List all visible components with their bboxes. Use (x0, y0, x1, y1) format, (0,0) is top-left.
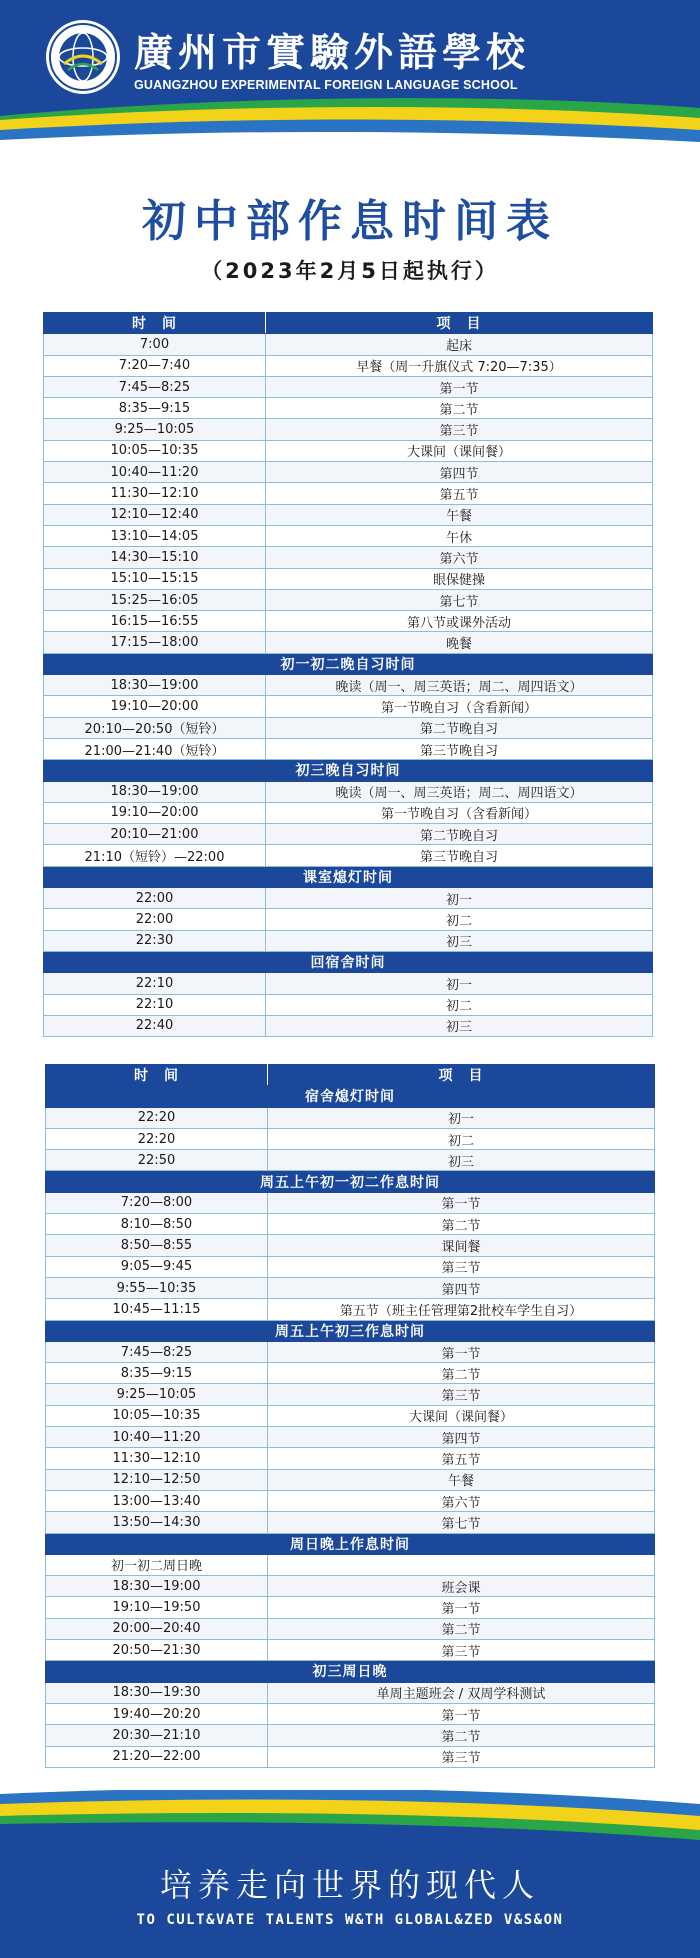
table-row (44, 717, 653, 738)
effective-date: （2023年2月5日起执行） (201, 259, 499, 283)
table-row (44, 1015, 653, 1036)
time-cell: 7:45—8:25 (44, 376, 266, 397)
table-row (44, 611, 653, 632)
time-cell: 18:30—19:00 (44, 781, 266, 802)
time-cell: 17:15—18:00 (44, 632, 266, 653)
table-row (46, 1490, 655, 1511)
table-row (44, 781, 653, 802)
item-cell: 初三 (268, 1150, 655, 1171)
table-row (46, 1597, 655, 1618)
item-column-header: 项 目 (268, 1065, 655, 1086)
item-cell: 第五节 (268, 1448, 655, 1469)
item-cell: 大课间（课间餐） (268, 1405, 655, 1426)
time-cell: 10:40—11:20 (46, 1427, 268, 1448)
time-cell: 7:20—7:40 (44, 355, 266, 376)
friday-g3-rows (46, 1341, 655, 1533)
evening-study-g3-rows (44, 781, 653, 866)
evening-study-g1-g2-rows (44, 675, 653, 760)
item-cell: 第二节 (268, 1363, 655, 1384)
time-cell: 22:00 (44, 909, 266, 930)
table-row (46, 1214, 655, 1235)
time-cell: 19:40—20:20 (46, 1703, 268, 1724)
table-row (46, 1725, 655, 1746)
school-name: 廣州市實驗外語學校 (134, 30, 531, 76)
time-cell: 12:10—12:50 (46, 1469, 268, 1490)
item-cell: 初二 (266, 994, 653, 1015)
table-row (46, 1469, 655, 1490)
item-cell: 初一 (268, 1107, 655, 1128)
table-row (46, 1363, 655, 1384)
table-row (46, 1703, 655, 1724)
item-cell: 初二 (268, 1128, 655, 1149)
section-title: 宿舍熄灯时间 (46, 1086, 655, 1107)
time-cell: 7:00 (44, 334, 266, 355)
sunday-g3-rows (46, 1682, 655, 1767)
table-row (46, 1384, 655, 1405)
time-cell: 19:10—19:50 (46, 1597, 268, 1618)
time-cell: 21:10（短铃）—22:00 (44, 845, 266, 866)
time-cell: 10:05—10:35 (44, 440, 266, 461)
item-cell: 初二 (266, 909, 653, 930)
time-cell: 9:55—10:35 (46, 1277, 268, 1298)
item-cell: 初三 (266, 930, 653, 951)
section-header (44, 951, 653, 972)
table-row (44, 738, 653, 759)
sunday-g1-g2-rows (46, 1576, 655, 1661)
item-cell: 第五节（班主任管理第2批校车学生自习） (268, 1299, 655, 1320)
time-cell: 8:50—8:55 (46, 1235, 268, 1256)
table-row (44, 589, 653, 610)
table-row (44, 973, 653, 994)
table-row (46, 1341, 655, 1362)
time-column-header: 时 间 (46, 1065, 268, 1086)
item-cell: 午休 (266, 525, 653, 546)
section-header (46, 1171, 655, 1192)
table-row (46, 1128, 655, 1149)
item-cell: 午餐 (266, 504, 653, 525)
item-cell: 第二节 (266, 398, 653, 419)
time-cell: 18:30—19:00 (44, 675, 266, 696)
page-title: 初中部作息时间表 (142, 196, 558, 247)
time-cell: 14:30—15:10 (44, 547, 266, 568)
school-name-english: GUANGZHOU EXPERIMENTAL FOREIGN LANGUAGE SCHOOL (134, 78, 518, 92)
item-cell: 第二节 (268, 1618, 655, 1639)
time-cell: 12:10—12:40 (44, 504, 266, 525)
table-row (46, 1640, 655, 1661)
time-cell: 19:10—20:00 (44, 696, 266, 717)
section-header (46, 1661, 655, 1682)
time-cell: 9:25—10:05 (44, 419, 266, 440)
section-header (46, 1320, 655, 1341)
item-cell: 第三节 (268, 1256, 655, 1277)
item-cell: 第三节 (266, 419, 653, 440)
return-dorm-rows (44, 973, 653, 1037)
item-cell: 第四节 (268, 1427, 655, 1448)
item-cell: 大课间（课间餐） (266, 440, 653, 461)
time-cell: 20:30—21:10 (46, 1725, 268, 1746)
time-cell: 10:05—10:35 (46, 1405, 268, 1426)
table-row (44, 547, 653, 568)
time-cell: 11:30—12:10 (46, 1448, 268, 1469)
table-row (44, 483, 653, 504)
time-cell: 21:20—22:00 (46, 1746, 268, 1767)
time-cell: 15:25—16:05 (44, 589, 266, 610)
table-row (46, 1746, 655, 1767)
item-cell: 课间餐 (268, 1235, 655, 1256)
item-cell: 晚餐 (266, 632, 653, 653)
header-banner (0, 0, 700, 165)
time-cell: 11:30—12:10 (44, 483, 266, 504)
table-row (44, 802, 653, 823)
item-cell (268, 1554, 655, 1575)
item-cell: 起床 (266, 334, 653, 355)
time-cell: 22:30 (44, 930, 266, 951)
item-cell: 眼保健操 (266, 568, 653, 589)
schedule-table-1 (43, 312, 653, 1037)
table-row (46, 1277, 655, 1298)
school-motto-english: TO CULT&VATE TALENTS W&TH GLOBAL&ZED V&S&ON (136, 1912, 564, 1928)
time-column-header: 时 间 (44, 313, 266, 334)
item-cell: 第三节 (268, 1746, 655, 1767)
school-emblem-icon (44, 18, 122, 96)
table-row (44, 632, 653, 653)
time-cell: 18:30—19:30 (46, 1682, 268, 1703)
table-row (44, 525, 653, 546)
time-cell: 7:45—8:25 (46, 1341, 268, 1362)
section-title: 周日晚上作息时间 (46, 1533, 655, 1554)
item-cell: 第六节 (266, 547, 653, 568)
item-cell: 第二节晚自习 (266, 717, 653, 738)
time-cell: 22:20 (46, 1128, 268, 1149)
table-row (46, 1192, 655, 1213)
table-row (46, 1448, 655, 1469)
item-cell: 第一节晚自习（含看新闻） (266, 802, 653, 823)
table-row (46, 1427, 655, 1448)
time-cell: 20:00—20:40 (46, 1618, 268, 1639)
time-cell: 20:10—20:50（短铃） (44, 717, 266, 738)
table-row (46, 1618, 655, 1639)
school-motto: 培养走向世界的现代人 (159, 1866, 540, 1904)
time-cell: 18:30—19:00 (46, 1576, 268, 1597)
item-cell: 晚读（周一、周三英语；周二、周四语文） (266, 781, 653, 802)
table-row (46, 1682, 655, 1703)
dorm-lights-out-rows (46, 1107, 655, 1171)
item-cell: 第一节 (266, 376, 653, 397)
time-cell: 9:05—9:45 (46, 1256, 268, 1277)
item-cell: 第一节晚自习（含看新闻） (266, 696, 653, 717)
table-row (44, 462, 653, 483)
item-cell: 第二节晚自习 (266, 824, 653, 845)
time-cell: 初一初二周日晚 (46, 1554, 268, 1575)
item-cell: 第三节晚自习 (266, 845, 653, 866)
item-cell: 晚读（周一、周三英语；周二、周四语文） (266, 675, 653, 696)
table-row (46, 1554, 655, 1575)
table-row (46, 1512, 655, 1533)
table-header-row (46, 1065, 655, 1086)
item-cell: 第六节 (268, 1490, 655, 1511)
time-cell: 20:50—21:30 (46, 1640, 268, 1661)
item-cell: 初三 (266, 1015, 653, 1036)
item-cell: 单周主题班会 / 双周学科测试 (268, 1682, 655, 1703)
section-title: 初三晚自习时间 (44, 760, 653, 781)
item-cell: 第三节 (268, 1384, 655, 1405)
section-title: 周五上午初三作息时间 (46, 1320, 655, 1341)
item-cell: 第四节 (266, 462, 653, 483)
time-cell: 22:10 (44, 973, 266, 994)
item-cell: 第二节 (268, 1214, 655, 1235)
section-header (44, 653, 653, 674)
table-row (46, 1299, 655, 1320)
time-cell: 13:50—14:30 (46, 1512, 268, 1533)
table-row (44, 909, 653, 930)
item-cell: 第二节 (268, 1725, 655, 1746)
time-cell: 8:35—9:15 (44, 398, 266, 419)
time-cell: 22:20 (46, 1107, 268, 1128)
item-cell: 第一节 (268, 1341, 655, 1362)
item-cell: 初一 (266, 973, 653, 994)
table-row (44, 824, 653, 845)
item-cell: 第一节 (268, 1597, 655, 1618)
item-cell: 第三节 (268, 1640, 655, 1661)
table-row (44, 419, 653, 440)
item-cell: 第五节 (266, 483, 653, 504)
classroom-lights-out-rows (44, 888, 653, 952)
table-row (44, 696, 653, 717)
table-row (44, 888, 653, 909)
table-header-row (44, 313, 653, 334)
item-cell: 第四节 (268, 1277, 655, 1298)
item-cell: 第三节晚自习 (266, 738, 653, 759)
table-row (44, 930, 653, 951)
time-cell: 9:25—10:05 (46, 1384, 268, 1405)
schedule-table-2 (45, 1064, 655, 1768)
time-cell: 8:10—8:50 (46, 1214, 268, 1235)
table-row (44, 334, 653, 355)
section-title: 课室熄灯时间 (44, 866, 653, 887)
general-schedule-rows (44, 334, 653, 653)
time-cell: 22:10 (44, 994, 266, 1015)
table-row (44, 398, 653, 419)
table-row (46, 1107, 655, 1128)
item-cell: 第一节 (268, 1192, 655, 1213)
section-header (44, 866, 653, 887)
section-header (46, 1533, 655, 1554)
table-row (44, 504, 653, 525)
table-row (46, 1405, 655, 1426)
item-cell: 第八节或课外活动 (266, 611, 653, 632)
time-cell: 19:10—20:00 (44, 802, 266, 823)
table-row (46, 1150, 655, 1171)
item-cell: 第七节 (268, 1512, 655, 1533)
item-cell: 第七节 (266, 589, 653, 610)
item-cell: 初一 (266, 888, 653, 909)
time-cell: 13:00—13:40 (46, 1490, 268, 1511)
time-cell: 7:20—8:00 (46, 1192, 268, 1213)
time-cell: 10:45—11:15 (46, 1299, 268, 1320)
item-column-header: 项 目 (266, 313, 653, 334)
item-cell: 班会课 (268, 1576, 655, 1597)
table-row (44, 440, 653, 461)
item-cell: 第一节 (268, 1703, 655, 1724)
time-cell: 22:00 (44, 888, 266, 909)
section-title: 初三周日晚 (46, 1661, 655, 1682)
table-row (46, 1576, 655, 1597)
table-row (44, 675, 653, 696)
table-row (46, 1256, 655, 1277)
time-cell: 10:40—11:20 (44, 462, 266, 483)
table-row (44, 568, 653, 589)
table-row (46, 1235, 655, 1256)
section-title: 初一初二晚自习时间 (44, 653, 653, 674)
time-cell: 8:35—9:15 (46, 1363, 268, 1384)
section-title: 回宿舍时间 (44, 951, 653, 972)
time-cell: 22:50 (46, 1150, 268, 1171)
section-title: 周五上午初一初二作息时间 (46, 1171, 655, 1192)
item-cell: 早餐（周一升旗仪式 7:20—7:35） (266, 355, 653, 376)
section-header (44, 760, 653, 781)
time-cell: 16:15—16:55 (44, 611, 266, 632)
time-cell: 20:10—21:00 (44, 824, 266, 845)
item-cell: 午餐 (268, 1469, 655, 1490)
section-header (46, 1086, 655, 1107)
table-row (44, 376, 653, 397)
table-row (44, 845, 653, 866)
time-cell: 15:10—15:15 (44, 568, 266, 589)
time-cell: 21:00—21:40（短铃） (44, 738, 266, 759)
time-cell: 13:10—14:05 (44, 525, 266, 546)
time-cell: 22:40 (44, 1015, 266, 1036)
friday-g1-g2-rows (46, 1192, 655, 1320)
table-row (44, 355, 653, 376)
table-row (44, 994, 653, 1015)
